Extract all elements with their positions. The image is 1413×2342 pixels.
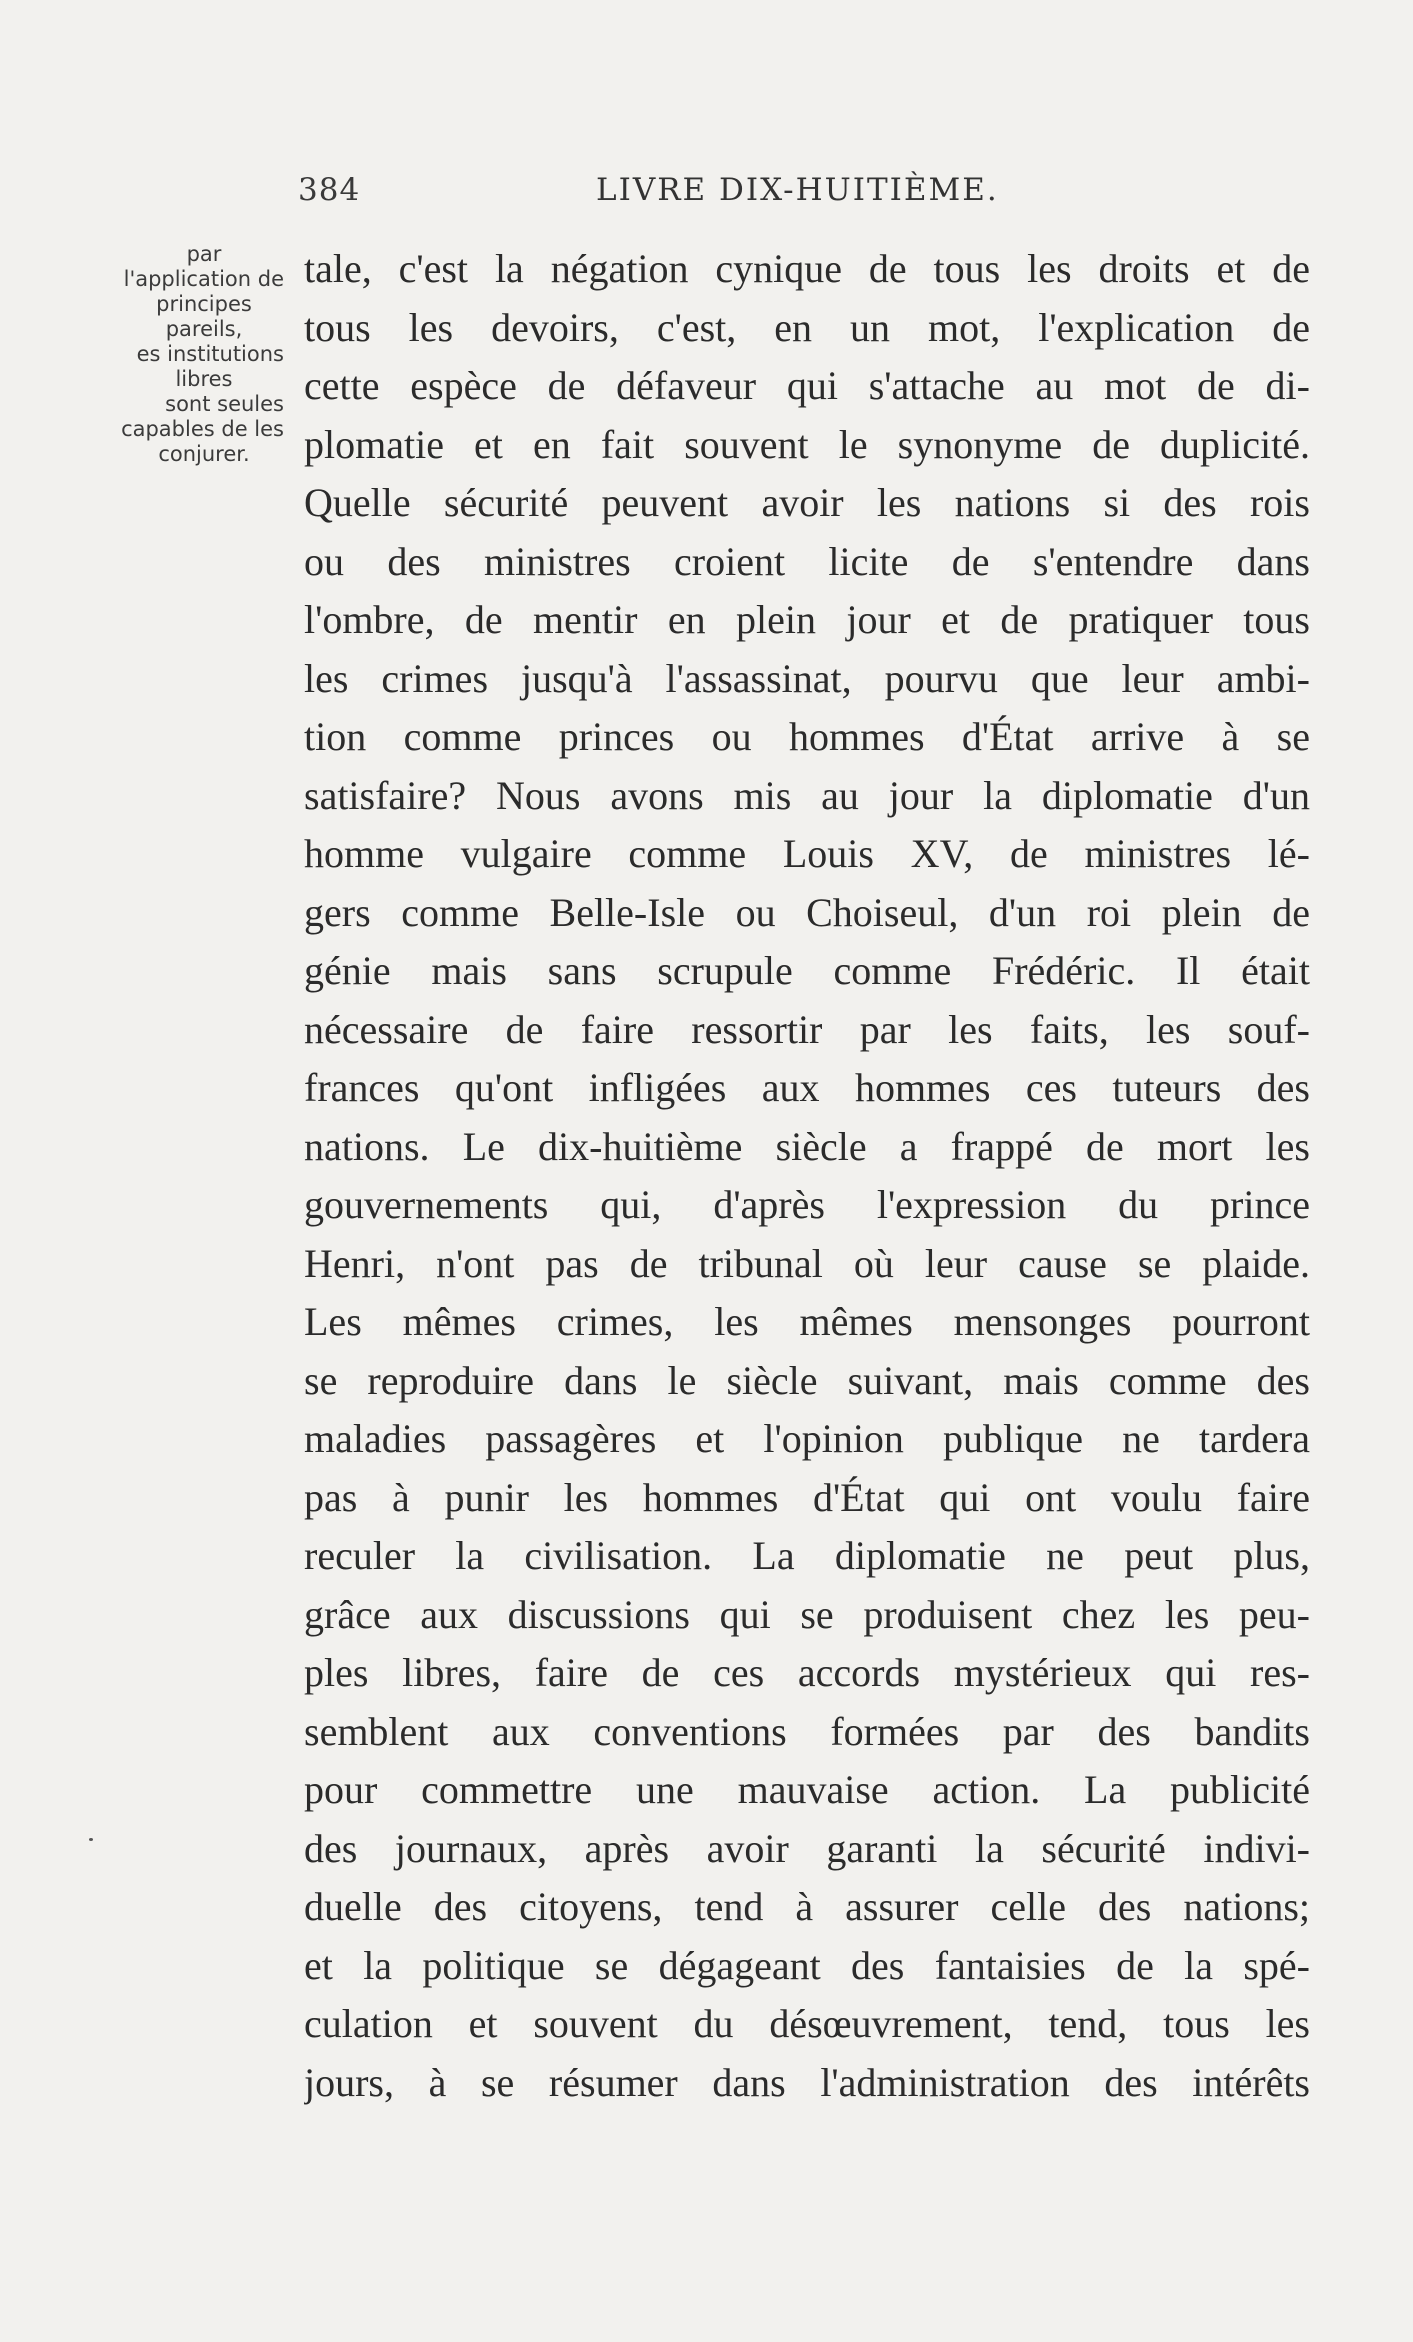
text-line: culation et souvent du désœuvrement, tend, tous les (304, 2001, 1310, 2046)
text-line: grâce aux discussions qui se produisent chez les peu- (304, 1591, 1310, 1637)
text-line: des journaux, après avoir garanti la sécurité indivi- (304, 1825, 1310, 1871)
text-line: homme vulgaire comme Louis XV, de ministres lé- (304, 831, 1310, 876)
text-line: cette espèce de défaveur qui s'attache au mot de di- (304, 363, 1310, 408)
text-line: frances qu'ont infligées aux hommes ces tuteurs des (304, 1065, 1310, 1110)
text-line: jours, à se résumer dans l'administration des intérêts (304, 2059, 1310, 2105)
margin-note-line: l'application de (123, 267, 284, 291)
margin-note-line: libres (175, 367, 233, 391)
text-line: tion comme princes ou hommes d'État arrive à se (304, 714, 1310, 759)
text-line: ou des ministres croient licite de s'entendre dans (304, 538, 1310, 584)
ink-speck (89, 1838, 93, 1841)
text-line: pas à punir les hommes d'État qui ont voulu faire (304, 1474, 1310, 1520)
margin-note-line: sont seules (165, 392, 284, 416)
page-header (298, 172, 1320, 220)
text-line: nations. Le dix-huitième siècle a frappé de mort les (304, 1123, 1310, 1169)
margin-note-line: pareils, (165, 317, 243, 341)
text-line: l'ombre, de mentir en plein jour et de pratiquer tous (304, 597, 1310, 642)
text-line: pour commettre une mauvaise action. La publicité (304, 1767, 1310, 1812)
margin-note-line: capables de les (121, 417, 284, 441)
margin-note-line: es institutions (136, 342, 284, 366)
text-line: Quelle sécurité peuvent avoir les nations si des rois (304, 480, 1310, 525)
body-paragraph (304, 240, 1310, 2112)
text-line: reculer la civilisation. La diplomatie ne peut plus, (304, 1533, 1310, 1578)
text-line: les crimes jusqu'à l'assassinat, pourvu que leur ambi- (304, 655, 1310, 701)
text-line: Henri, n'ont pas de tribunal où leur cause se plaide. (304, 1240, 1310, 1286)
text-line: maladies passagères et l'opinion publique ne tardera (304, 1416, 1310, 1461)
text-line: nécessaire de faire ressortir par les faits, les souf- (304, 1006, 1310, 1052)
margin-note-line: par (186, 242, 222, 266)
page-number: 384 (298, 172, 361, 208)
text-line: et la politique se dégageant des fantaisies de la spé- (304, 1942, 1310, 1988)
text-line: Les mêmes crimes, les mêmes mensonges pourront (304, 1299, 1310, 1344)
text-line: duelle des citoyens, tend à assurer celle des nations; (304, 1884, 1310, 1929)
margin-note (84, 242, 284, 467)
margin-note-line: principes (156, 292, 252, 316)
text-line: semblent aux conventions formées par des bandits (304, 1708, 1310, 1754)
text-line: gouvernements qui, d'après l'expression du prince (304, 1182, 1310, 1227)
margin-note-line: conjurer. (158, 442, 250, 466)
text-line: tous les devoirs, c'est, en un mot, l'explication de (304, 304, 1310, 350)
text-line: se reproduire dans le siècle suivant, mais comme des (304, 1357, 1310, 1403)
text-line: gers comme Belle-Isle ou Choiseul, d'un roi plein de (304, 889, 1310, 935)
running-title: LIVRE DIX-HUITIÈME. (596, 172, 999, 208)
text-line: génie mais sans scrupule comme Frédéric. Il était (304, 948, 1310, 993)
text-line: ples libres, faire de ces accords mystérieux qui res- (304, 1650, 1310, 1695)
text-line: plomatie et en fait souvent le synonyme de duplicité. (304, 421, 1310, 467)
text-line: tale, c'est la négation cynique de tous les droits et de (304, 246, 1310, 291)
text-line: satisfaire? Nous avons mis au jour la diplomatie d'un (304, 772, 1310, 818)
